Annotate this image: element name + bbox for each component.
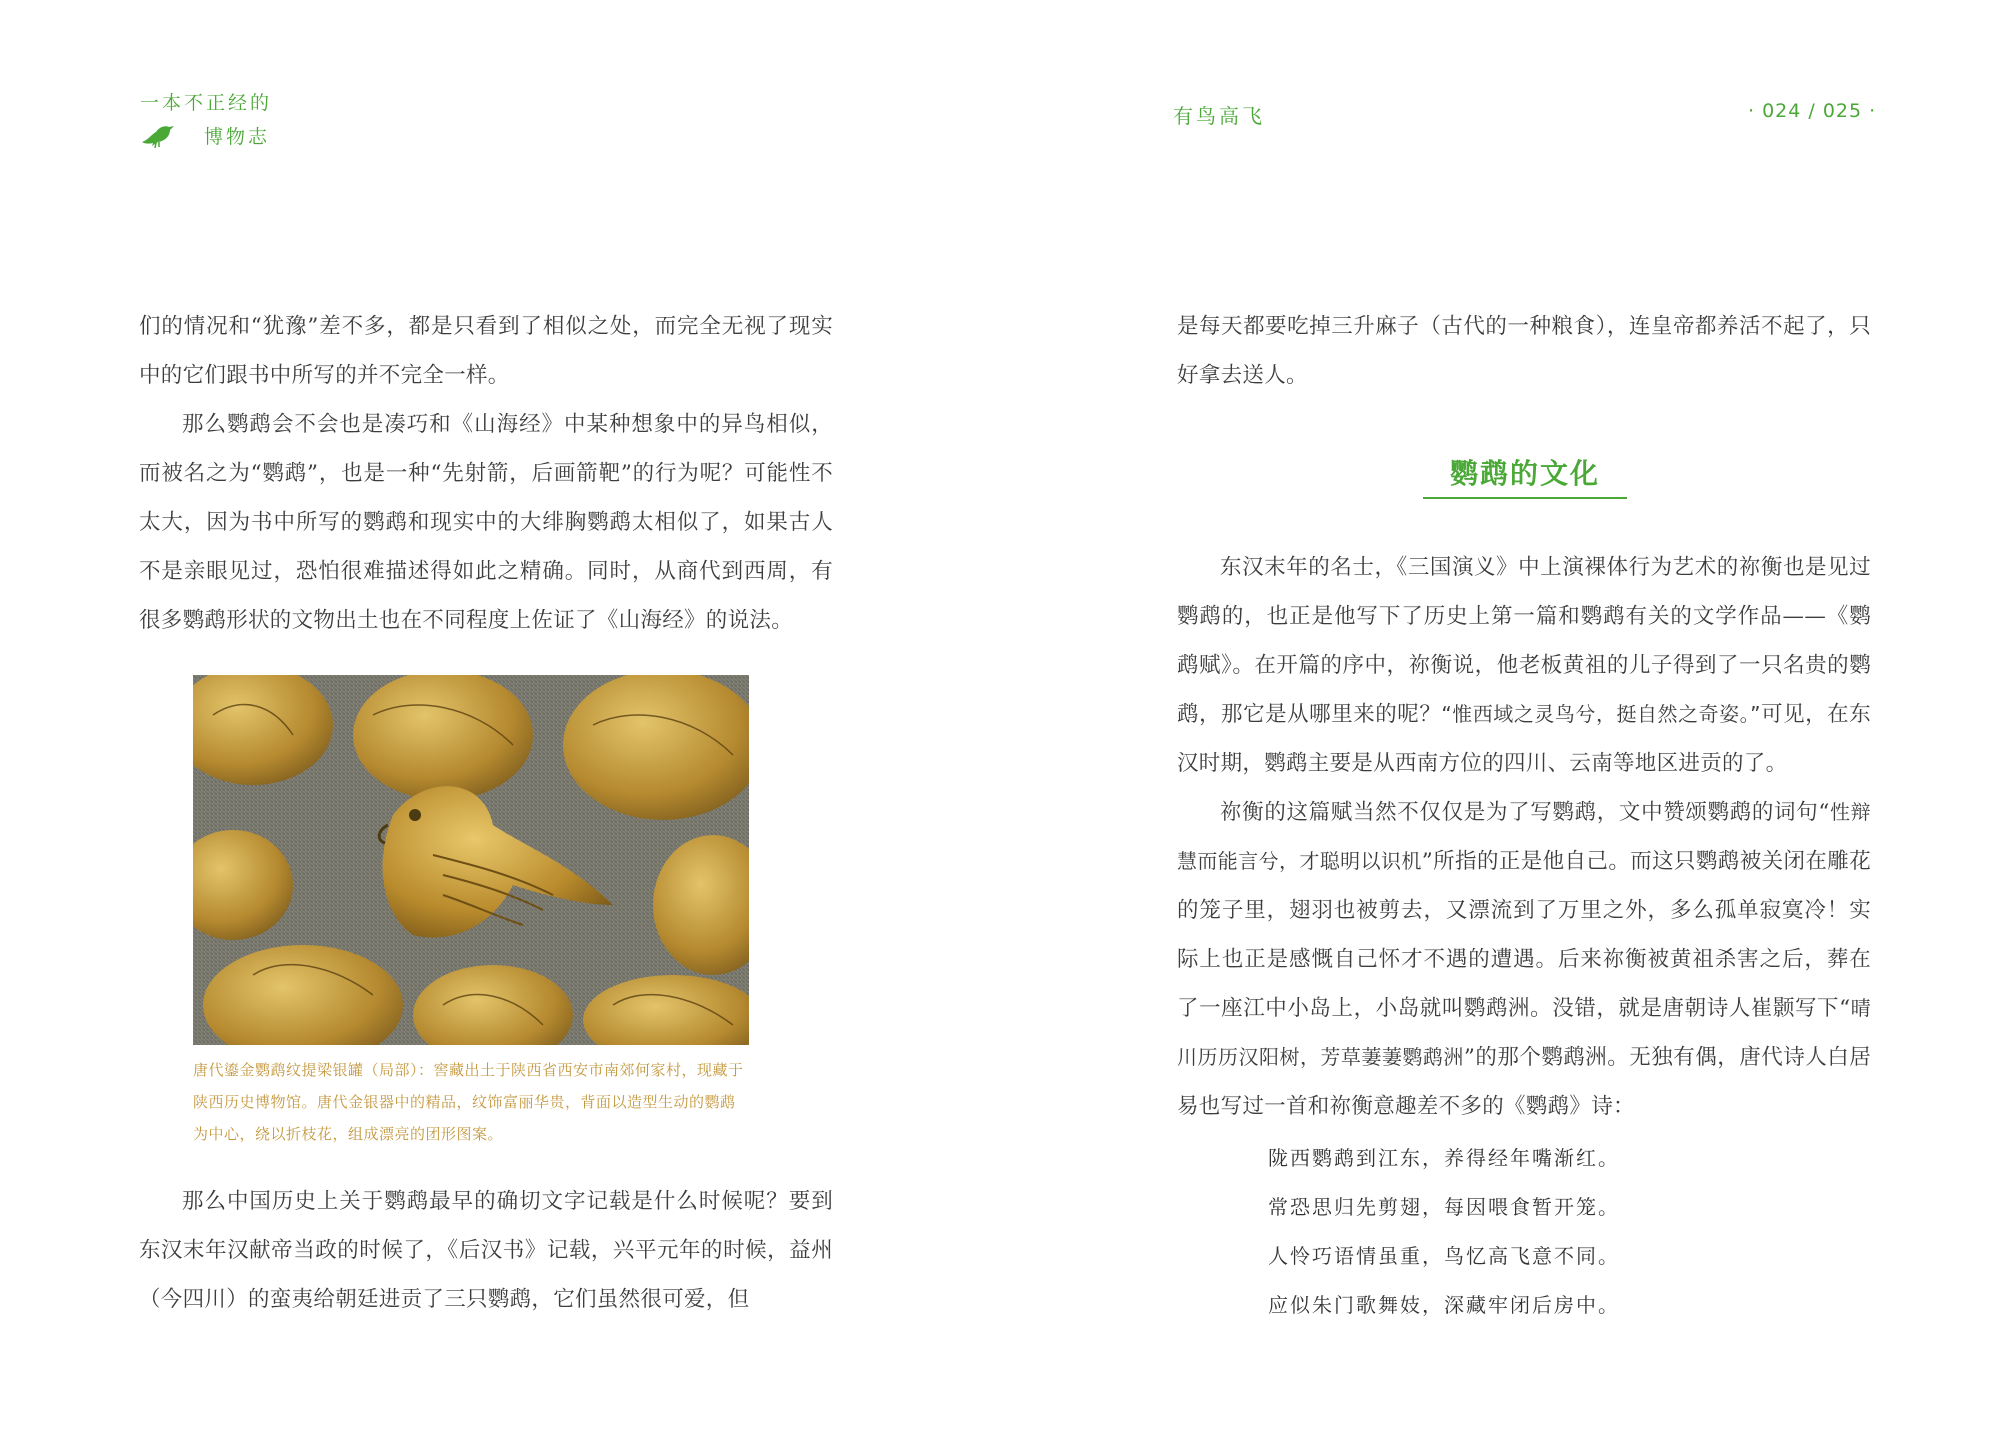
paragraph: 那么中国历史上关于鹦鹉最早的确切文字记载是什么时候呢？要到东汉末年汉献帝当政的时候了，《后汉书》记载，兴平元年的时候，益州（今四川）的蛮夷给朝廷进贡了三只鹦鹉，它们虽然很可爱，但 — [139, 1189, 833, 1312]
brand-title-line2: 博物志 — [204, 126, 271, 148]
text-span: 可见，在东汉时期，鹦鹉主要是从西南方位的四川、云南等地区进贡的了。 — [1177, 702, 1871, 776]
poem — [1268, 1134, 1768, 1330]
photo-illustration — [193, 675, 749, 1045]
left-page-text-bottom — [139, 1177, 833, 1324]
poem-line: 人怜巧语情虽重，鸟忆高飞意不同。 — [1268, 1244, 1620, 1268]
left-page-text-top — [139, 302, 833, 645]
quoted-verse: 晴川历历汉阳树，芳草萋萋鹦鹉洲 — [1177, 996, 1871, 1069]
book-brand — [140, 86, 300, 156]
right-page-text-top — [1177, 302, 1871, 400]
photo-caption: 唐代鎏金鹦鹉纹提梁银罐（局部）：窖藏出土于陕西省西安市南郊何家村，现藏于陕西历史博物馆。唐代金银器中的精品，纹饰富丽华贵，背面以造型生动的鹦鹉为中心，绕以折枝花，组成漂亮的团形图案。 — [193, 1061, 744, 1143]
poem-line: 应似朱门歌舞妓，深藏牢闭后房中。 — [1268, 1293, 1620, 1317]
text-span: ”的那个鹦鹉洲。无独有偶，唐代诗人白居易也写过一首和祢衡意趣差不多的《鹦鹉》诗： — [1177, 1045, 1871, 1119]
brand-title-line1: 一本不正经的 — [140, 92, 273, 114]
text-span: 祢衡的这篇赋当然不仅仅是为了写鹦鹉，文中赞颂鹦鹉的词句“ — [1220, 800, 1830, 825]
page-numbers: · 024 / 025 · — [1748, 100, 1877, 122]
paragraph — [1177, 543, 1871, 788]
quoted-verse: “惟西域之灵鸟兮，挺自然之奇姿。” — [1441, 702, 1761, 726]
poem-line: 常恐思归先剪翅，每因喂食暂开笼。 — [1268, 1195, 1620, 1219]
quoted-verse: 性辩慧而能言兮，才聪明以识机 — [1177, 800, 1871, 873]
text-span: 东汉末年的名士，《三国演义》中上演裸体行为艺术的祢衡也是见过鹦鹉的，也正是他写下了历史上第一篇和鹦鹉有关的文学作品——《鹦鹉赋》。在开篇的序中，祢衡说，他老板黄祖的儿子得到了一只名贵的鹦鹉，那它是从哪里来的呢？ — [1177, 555, 1871, 727]
gilded-parrot-silver-jar-photo — [193, 675, 749, 1045]
paragraph: 们的情况和“犹豫”差不多，都是只看到了相似之处，而完全无视了现实中的它们跟书中所写的并不完全一样。 — [139, 314, 833, 388]
section-heading: 鹦鹉的文化 — [1449, 457, 1600, 490]
section-underline — [1423, 497, 1627, 499]
running-title: 有鸟高飞 — [1173, 104, 1265, 128]
paragraph: 是每天都要吃掉三升麻子（古代的一种粮食），连皇帝都养活不起了，只好拿去送人。 — [1177, 314, 1871, 388]
text-span: ”所指的正是他自己。而这只鹦鹉被关闭在雕花的笼子里，翅羽也被剪去，又漂流到了万里之外，多么孤单寂寞冷！实际上也正是感慨自己怀才不遇的遭遇。后来祢衡被黄祖杀害之后，葬在了一座江中小岛上，小岛就叫鹦鹉洲。没错，就是唐朝诗人崔颢写下“ — [1177, 849, 1871, 1021]
paragraph — [1177, 788, 1871, 1131]
bird-icon — [140, 122, 176, 148]
right-page-text-main — [1177, 543, 1871, 1131]
paragraph: 那么鹦鹉会不会也是凑巧和《山海经》中某种想象中的异鸟相似，而被名之为“鹦鹉”，也是一种“先射箭，后画箭靶”的行为呢？可能性不太大，因为书中所写的鹦鹉和现实中的大绯胸鹦鹉太相似了，如果古人不是亲眼见过，恐怕很难描述得如此之精确。同时，从商代到西周，有很多鹦鹉形状的文物出土也在不同程度上佐证了《山海经》的说法。 — [139, 412, 833, 633]
poem-line: 陇西鹦鹉到江东，养得经年嘴渐红。 — [1268, 1146, 1620, 1170]
